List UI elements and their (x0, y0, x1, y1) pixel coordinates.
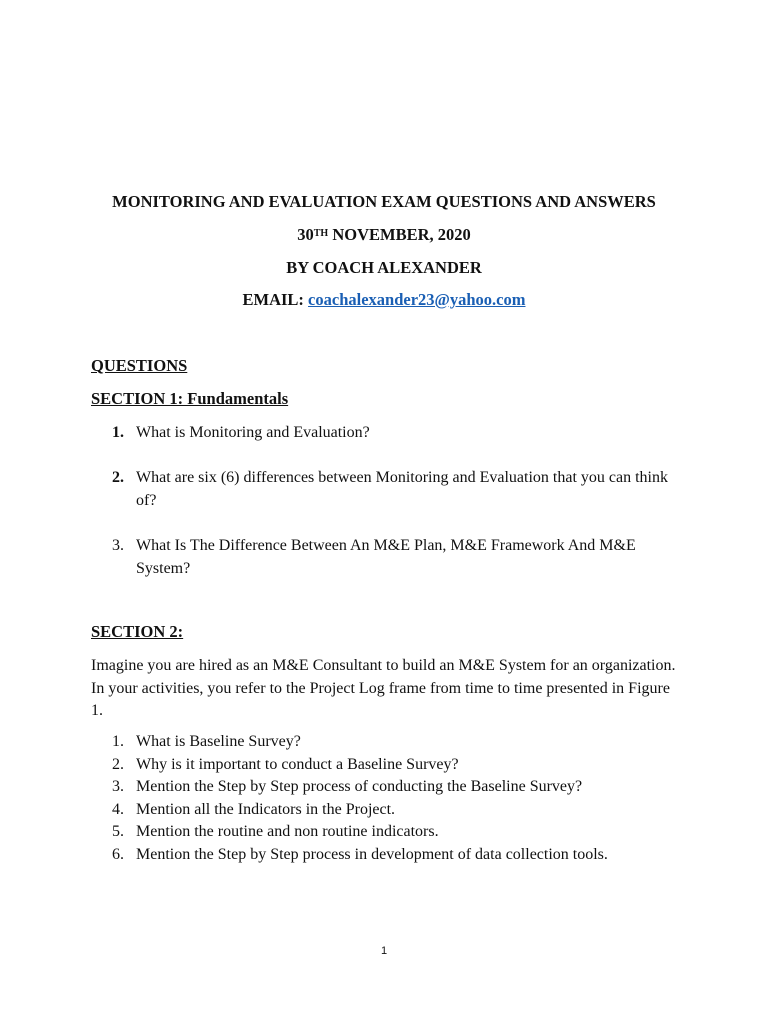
list-item (112, 731, 692, 754)
list-item (112, 776, 692, 799)
question-number: 6. (112, 845, 124, 863)
question-number: 5. (112, 823, 124, 841)
question-text: Mention the Step by Step process of conducting the Baseline Survey? (136, 778, 583, 796)
email-line (0, 290, 768, 310)
date-rest: NOVEMBER, 2020 (328, 225, 471, 244)
question-number: 2. (112, 469, 124, 486)
section1-heading: SECTION 1: Fundamentals (91, 389, 289, 408)
list-item (112, 844, 692, 867)
question-text: What Is The Difference Between An M&E Plan, M&E Framework And M&E System? (136, 537, 636, 577)
section2-question-list (112, 731, 692, 867)
question-text: Mention the Step by Step process in development of data collection tools. (136, 845, 608, 863)
email-label: EMAIL: (242, 290, 309, 309)
document-date (0, 225, 768, 245)
section1-question-1 (112, 421, 672, 444)
question-number: 2. (112, 755, 124, 773)
question-number: 3. (112, 778, 124, 796)
list-item (112, 821, 692, 844)
document-title: MONITORING AND EVALUATION EXAM QUESTIONS AND ANSWERS (112, 192, 656, 211)
question-text: Why is it important to conduct a Baseline Survey? (136, 755, 459, 773)
list-item (112, 799, 692, 822)
question-text: Mention the routine and non routine indicators. (136, 823, 439, 841)
section2-heading: SECTION 2: (91, 622, 184, 641)
email-link[interactable]: coachalexander23@yahoo.com (308, 290, 526, 309)
question-number: 4. (112, 800, 124, 818)
section2-intro: Imagine you are hired as an M&E Consultant to build an M&E System for an organization. In your activities, you refer to the Project Log frame from time to time presented in Figure 1. (91, 657, 676, 719)
question-text: What are six (6) differences between Monitoring and Evaluation that you can think of? (136, 469, 668, 509)
section1-question-2 (112, 466, 672, 512)
question-text: Mention all the Indicators in the Project. (136, 800, 396, 818)
question-number: 1. (112, 424, 124, 441)
list-item (112, 754, 692, 777)
question-text: What is Monitoring and Evaluation? (136, 424, 370, 441)
section1-question-3 (112, 534, 672, 580)
date-suffix: TH (313, 228, 329, 239)
question-text: What is Baseline Survey? (136, 733, 301, 750)
document-author: BY COACH ALEXANDER (286, 258, 482, 277)
page-number: 1 (380, 945, 388, 957)
questions-heading: QUESTIONS (91, 356, 188, 375)
question-number: 3. (112, 537, 124, 554)
date-day: 30 (297, 225, 314, 244)
question-number: 1. (112, 733, 124, 750)
